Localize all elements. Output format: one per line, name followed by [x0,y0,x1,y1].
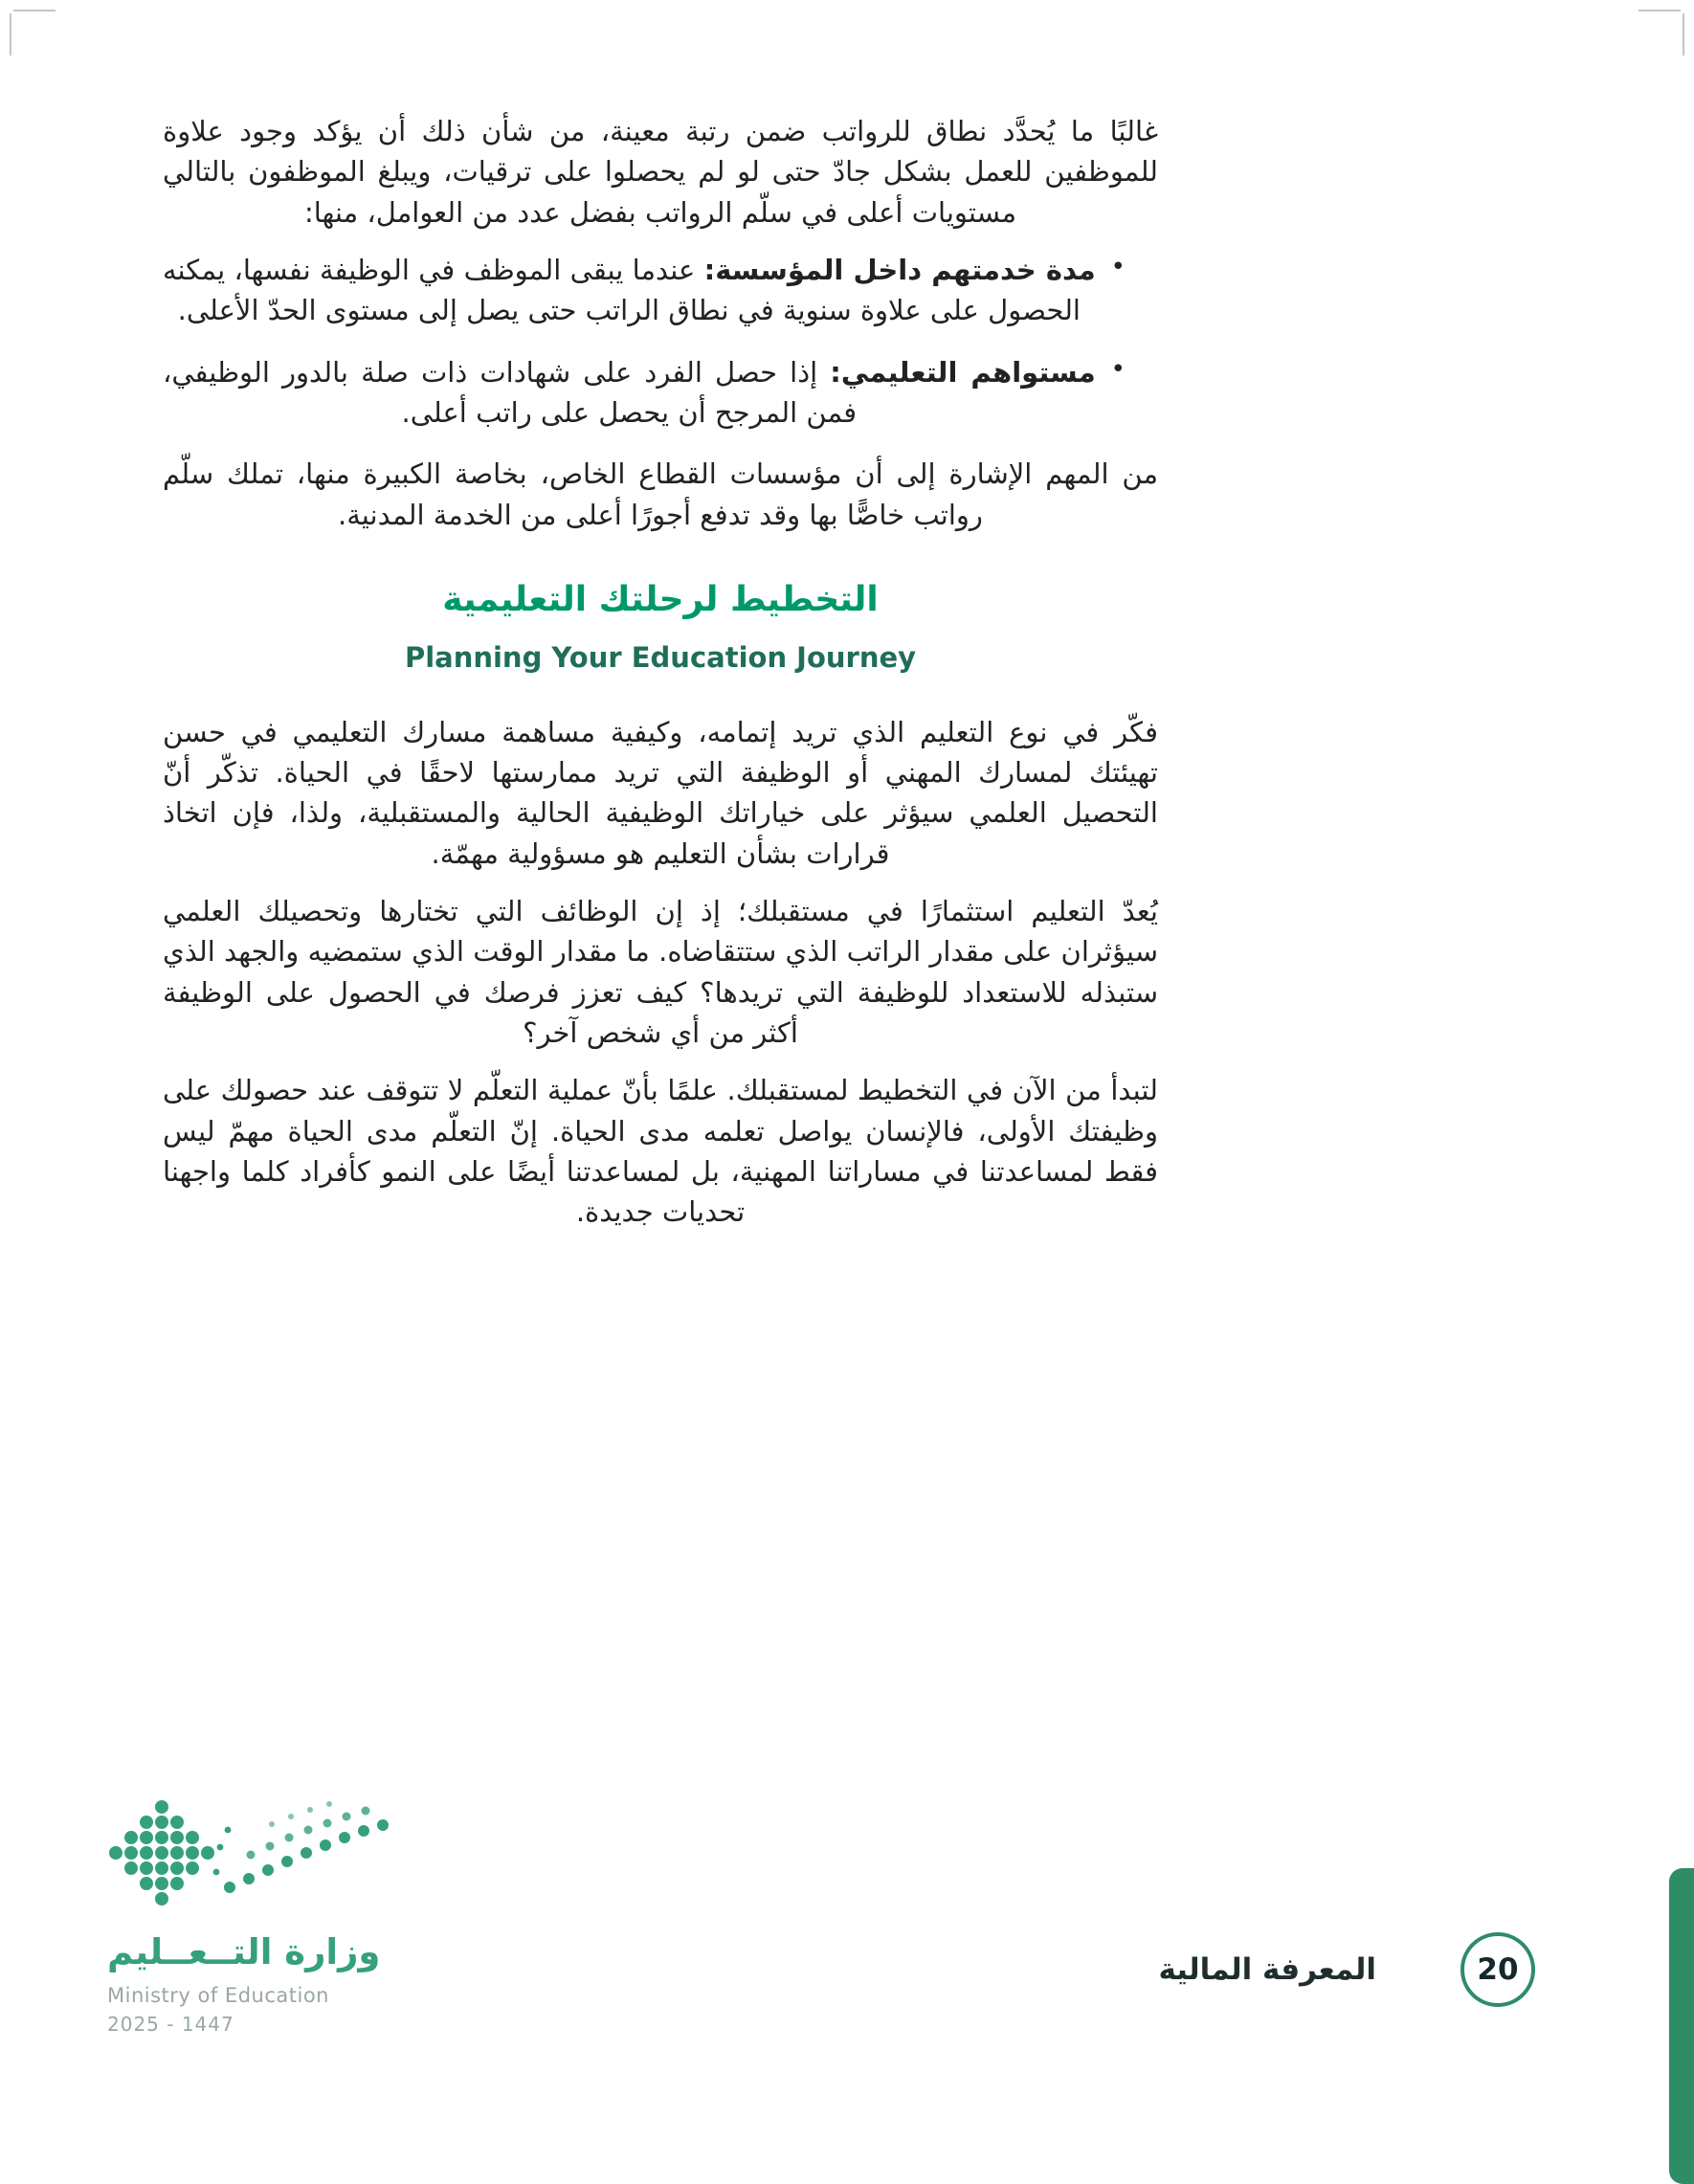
list-item [163,250,1126,331]
page-number: 20 [1477,1952,1519,1987]
section-title-arabic: التخطيط لرحلتك التعليمية [442,579,879,619]
footer [1158,1932,1535,2007]
list-item [163,352,1126,434]
ministry-logo-dots-icon [107,1792,394,1910]
body-text-column [163,111,1158,1250]
intro-paragraph: غالبًا ما يُحدَّد نطاق للرواتب ضمن رتبة معينة، من شأن ذلك أن يؤكد وجود علاوة للموظفين للعمل بشكل جادّ حتى لو لم يحصلوا على ترقيات، ويبلغ الموظفون بالتالي مستويات أعلى في سلّم الرواتب بفضل عدد من العوامل، منها: [163,115,1158,229]
bullet-body-text: إذا حصل الفرد على شهادات ذات صلة بالدور الوظيفي، فمن المرجح أن يحصل على راتب أعلى. [163,355,858,429]
paragraph: لتبدأ من الآن في التخطيط لمستقبلك. علمًا بأنّ عملية التعلّم لا تتوقف عند حصولك على وظيفتك الأولى، فالإنسان يواصل تعلمه مدى الحياة. إنّ التعلّم مدى الحياة مهمّ ليس فقط لمساعدتنا في مساراتنا المهنية، بل لمساعدتنا أيضًا على النمو كأفراد كلما واجهنا تحديات جديدة. [163,1074,1158,1229]
bullet-icon: • [1110,354,1126,384]
bullet-body-text: عندما يبقى الموظف في الوظيفة نفسها، يمكنه الحصول على علاوة سنوية في نطاق الراتب حتى يصل إلى مستوى الحدّ الأعلى. [163,253,1081,327]
ministry-years: 2025 - 1447 [107,2013,234,2036]
chapter-side-tab [1669,1868,1694,2184]
note-paragraph: من المهم الإشارة إلى أن مؤسسات القطاع الخاص، بخاصة الكبيرة منها، تملك سلّم رواتب خاصًّا بها وقد تدفع أجورًا أعلى من الخدمة المدنية. [163,457,1158,531]
crop-mark-top-right-v [1683,13,1684,56]
bullet-text [163,352,1096,434]
bullet-icon: • [1110,252,1126,281]
paragraph: يُعدّ التعليم استثمارًا في مستقبلك؛ إذ إن الوظائف التي تختارها وتحصيلك العلمي سيؤثران على مقدار الراتب الذي ستتقاضاه. ما مقدار الوقت الذي ستمضيه والجهد الذي ستبذله للاستعداد للوظيفة التي تريدها؟ كيف تعزز فرصك في الحصول على الوظيفة أكثر من أي شخص آخر؟ [163,895,1158,1050]
book-title-label: المعرفة المالية [1158,1952,1376,1987]
ministry-name-english: Ministry of Education [107,1984,329,2007]
paragraph: فكّر في نوع التعليم الذي تريد إتمامه، وكيفية مساهمة مسارك التعليمي في حسن تهيئتك لمسارك المهني أو الوظيفة التي تريد ممارستها لاحقًا في الحياة. تذكّر أنّ التحصيل العلمي سيؤثر على خياراتك الوظيفية الحالية والمستقبلية، ولذا، فإن اتخاذ قرارات بشأن التعليم هو مسؤولية مهمّة. [163,715,1158,870]
crop-mark-top-left-h [13,10,56,11]
bullet-text [163,250,1096,331]
ministry-logo [107,1792,404,2036]
ministry-wordmark-arabic: وزارة التــعــليم [107,1931,381,1972]
bullet-lead: مدة خدمتهم داخل المؤسسة: [703,253,1096,286]
page-number-badge [1460,1932,1535,2007]
crop-mark-top-right-h [1638,10,1681,11]
crop-mark-top-left-v [10,13,11,56]
salary-factors-list [163,250,1126,433]
section-title-english: Planning Your Education Journey [404,640,917,674]
bullet-lead: مستواهم التعليمي: [830,355,1096,389]
